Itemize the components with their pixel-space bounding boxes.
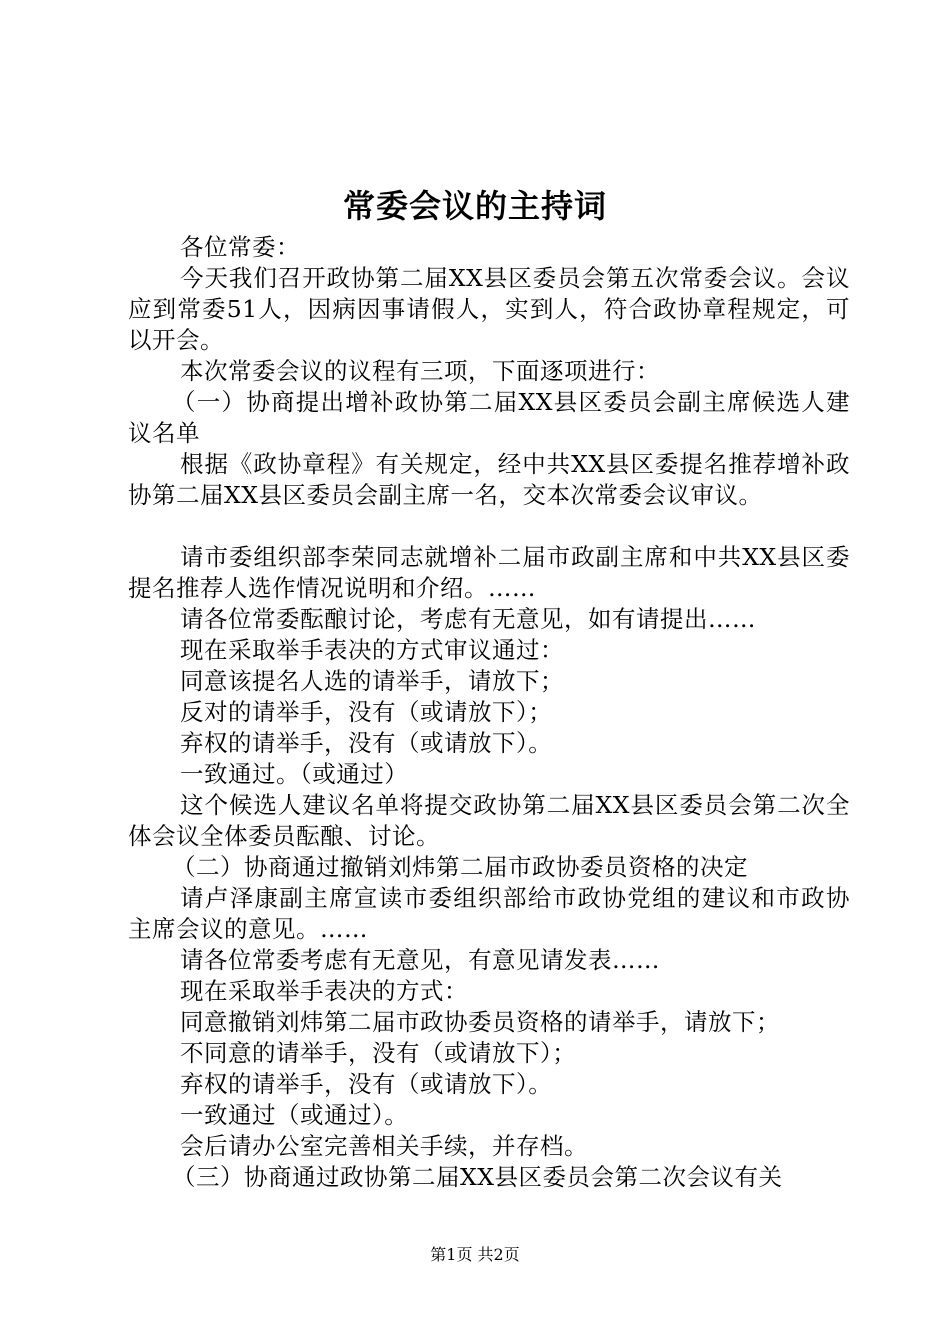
paragraph-item-one-vote-oppose: 反对的请举手，没有（或请放下）； bbox=[180, 698, 553, 726]
paragraph-item-one-introduction: 请市委组织部李荣同志就增补二届市政副主席和中共XX县区委提名推荐人选作情况说明和介绍。…… bbox=[128, 543, 850, 602]
paragraph-item-two-followup: 会后请办公室完善相关手续，并存档。 bbox=[180, 1132, 588, 1160]
paragraph-item-two-vote-method: 现在采取举手表决的方式： bbox=[180, 977, 468, 1005]
paragraph-item-one-heading: （一）协商提出增补政协第二届XX县区委员会副主席候选人建议名单 bbox=[128, 388, 850, 447]
paragraph-item-one-discussion: 请各位常委酝酿讨论，考虑有无意见，如有请提出…… bbox=[180, 605, 756, 633]
blank-line bbox=[128, 511, 850, 542]
page-footer: 第1页 共2页 bbox=[430, 1245, 520, 1264]
paragraph-item-one-basis: 根据《政协章程》有关规定，经中共XX县区委提名推荐增补政协第二届XX县区委员会副主席一名，交本次常委会议审议。 bbox=[128, 450, 850, 509]
paragraph-item-two-discussion: 请各位常委考虑有无意见，有意见请发表…… bbox=[180, 946, 660, 974]
paragraph-item-one-vote-abstain: 弃权的请举手，没有（或请放下）。 bbox=[180, 729, 553, 757]
paragraph-item-one-result: 一致通过。（或通过） bbox=[180, 760, 409, 788]
paragraph-item-one-vote-method: 现在采取举手表决的方式审议通过： bbox=[180, 636, 564, 664]
paragraph-item-one-submission: 这个候选人建议名单将提交政协第二届XX县区委员会第二次全体会议全体委员酝酿、讨论。 bbox=[128, 791, 850, 850]
paragraph-item-two-heading: （二）协商通过撤销刘炜第二届市政协委员资格的决定 bbox=[172, 853, 748, 881]
paragraph-item-two-reading: 请卢泽康副主席宣读市委组织部给市政协党组的建议和市政协主席会议的意见。…… bbox=[128, 884, 850, 943]
document-title: 常委会议的主持词 bbox=[342, 187, 607, 225]
paragraph-item-two-vote-agree: 同意撤销刘炜第二届市政协委员资格的请举手，请放下； bbox=[180, 1008, 780, 1036]
paragraph-item-three-heading: （三）协商通过政协第二届XX县区委员会第二次会议有关 bbox=[172, 1163, 783, 1191]
paragraph-salutation: 各位常委： bbox=[180, 233, 300, 261]
paragraph-item-two-result: 一致通过（或通过）。 bbox=[180, 1101, 409, 1129]
paragraph-item-one-vote-agree: 同意该提名人选的请举手，请放下； bbox=[180, 667, 564, 695]
paragraph-item-two-vote-oppose: 不同意的请举手，没有（或请放下）； bbox=[180, 1039, 577, 1067]
document-body bbox=[128, 232, 850, 1193]
paragraph-item-two-vote-abstain: 弃权的请举手，没有（或请放下）。 bbox=[180, 1070, 553, 1098]
paragraph-agenda-intro: 本次常委会议的议程有三项，下面逐项进行： bbox=[180, 357, 660, 385]
paragraph-opening: 今天我们召开政协第二届XX县区委员会第五次常委会议。会议应到常委51人，因病因事请假人，实到人，符合政协章程规定，可以开会。 bbox=[128, 264, 850, 354]
